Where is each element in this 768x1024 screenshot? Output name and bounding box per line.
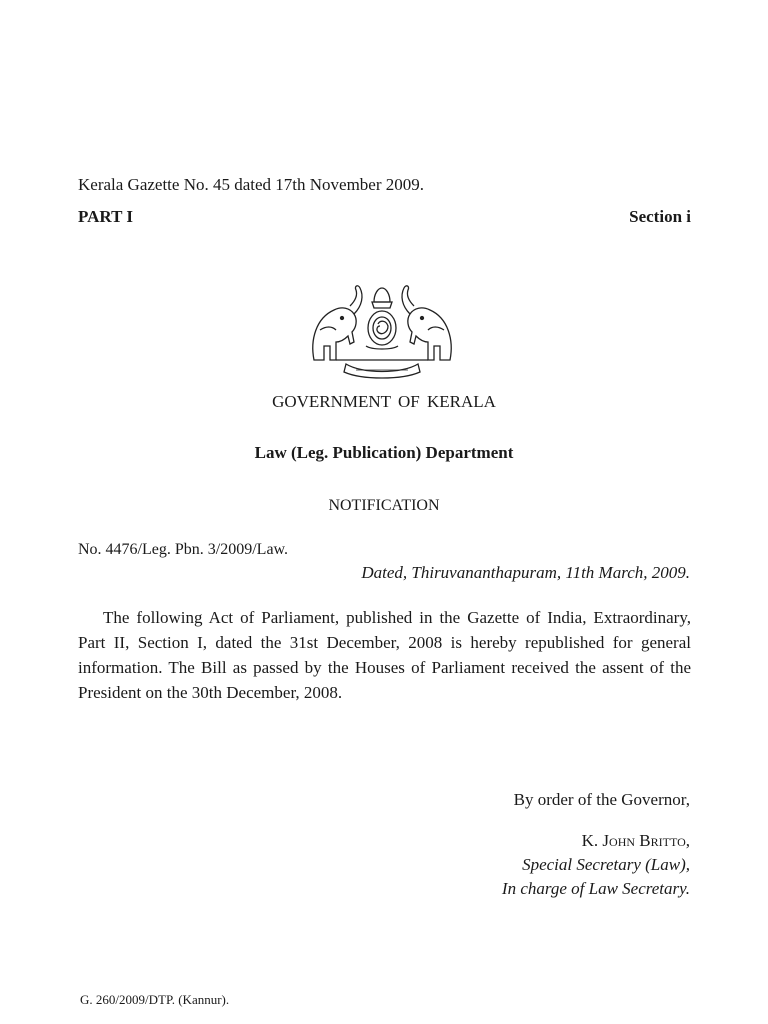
part-section-row — [78, 207, 691, 227]
notification-date: Dated, Thiruvananthapuram, 11th March, 2009. — [361, 563, 690, 582]
signature-block — [502, 788, 690, 901]
body-paragraph: The following Act of Parliament, published in the Gazette of India, Extraordinary, Part II, Section I, dated the 31st December, 2008 is hereby republished for general information. The Bill as passed by the Houses of Parliament received the assent of the President on the 30th December, 2008. — [78, 608, 691, 702]
notification-heading: NOTIFICATION — [328, 497, 440, 514]
kerala-state-emblem-icon — [306, 280, 458, 382]
department-title: Law (Leg. Publication) Department — [254, 443, 514, 462]
section-label: Section i — [629, 207, 691, 226]
notification-number: No. 4476/Leg. Pbn. 3/2009/Law. — [78, 541, 289, 558]
order-line: By order of the Governor, — [513, 790, 690, 809]
signatory-charge: In charge of Law Secretary. — [501, 879, 690, 898]
government-title: GOVERNMENT OF KERALA — [272, 392, 496, 411]
gazette-reference: Kerala Gazette No. 45 dated 17th November 2009. — [78, 175, 425, 194]
signatory-name: K. John Britto, — [581, 831, 690, 850]
signatory-designation: Special Secretary (Law), — [522, 855, 690, 874]
part-label: PART I — [78, 207, 133, 226]
print-code: G. 260/2009/DTP. (Kannur). — [80, 992, 230, 1007]
